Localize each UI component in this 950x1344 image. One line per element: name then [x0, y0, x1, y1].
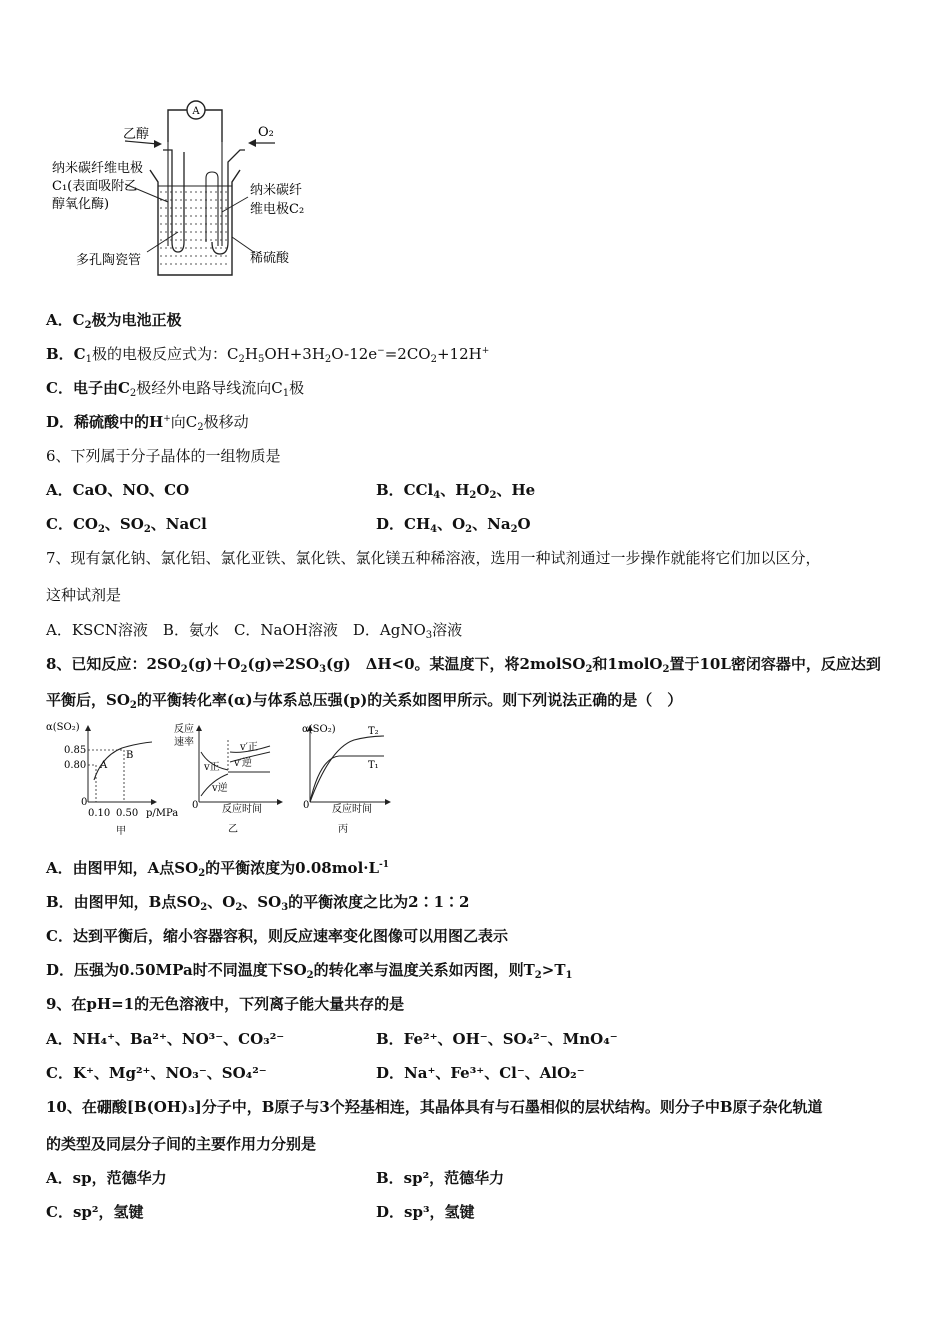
q10-stem-line1: 10、在硼酸[B(OH)₃]分子中，B原子与3个羟基相连，其晶体具有与石墨相似的层状结构。则分子中B原子杂化轨道 [46, 1098, 823, 1116]
svg-text:0.50: 0.50 [116, 808, 139, 819]
svg-text:A: A [192, 106, 200, 117]
q8-stem-line1: 8、已知反应：$2SO_2(g)+O_2(g)\rightleftharpoons 2SO_3(g)$ ΔH<0。某温度下，将2molSO$_2$和1molO$_2$置于10L密闭容器中，反应达到 [46, 655, 881, 675]
fuel-cell-diagram [50, 92, 320, 280]
svg-text:α(SO₂): α(SO₂) [302, 724, 336, 735]
svg-text:纳米碳纤维电极: 纳米碳纤维电极 [52, 161, 144, 176]
q5-option-a: A．$C_2$极为电池正极 [46, 311, 182, 331]
svg-text:反应时间: 反应时间 [222, 804, 262, 815]
q6-stem: 6、下列属于分子晶体的一组物质是 [46, 447, 281, 465]
q10-option-d: D．sp³，氢键 [376, 1203, 475, 1221]
svg-text:丙: 丙 [338, 824, 348, 835]
svg-text:醇氧化酶): 醇氧化酶) [52, 197, 110, 212]
q10-option-a: A．sp，范德华力 [46, 1169, 167, 1187]
svg-text:B: B [126, 750, 134, 761]
q5-option-b: B．$C_1$极的电极反应式为：$C_2H_5OH+3H_2O-12e^-=2CO_2+12H^+$ [46, 345, 490, 365]
svg-text:0: 0 [81, 797, 88, 808]
svg-text:多孔陶瓷管: 多孔陶瓷管 [76, 253, 142, 268]
svg-text:速率: 速率 [174, 737, 194, 748]
svg-text:反应: 反应 [174, 724, 194, 735]
q7-options: A．KSCN溶液 B．氨水 C．NaOH溶液 D．AgNO$_3$溶液 [46, 621, 463, 641]
q6-option-c: C．$CO_2$、$SO_2$、NaCl [46, 515, 207, 535]
svg-text:乙: 乙 [228, 824, 238, 835]
svg-text:T₂: T₂ [368, 726, 379, 737]
q10-stem-line2: 的类型及同层分子间的主要作用力分别是 [46, 1135, 317, 1153]
svg-text:纳米碳纤: 纳米碳纤 [250, 183, 303, 198]
q5-option-d: D．稀硫酸中的H+向$C_2$极移动 [46, 413, 249, 433]
svg-text:A: A [100, 760, 108, 771]
svg-text:0: 0 [303, 800, 310, 811]
q8-option-a: A．由图甲知，A点$SO_2$的平衡浓度为$0.08mol\cdot L^{-1}$ [46, 859, 390, 879]
svg-text:维电极C₂: 维电极C₂ [250, 202, 305, 217]
q8-option-d: D．压强为0.50MPa时不同温度下$SO_2$的转化率与温度关系如丙图，则$T_2>T_1$ [46, 961, 573, 981]
q8-stem-line2: 平衡后，$SO_2$的平衡转化率(α)与体系总压强(p)的关系如图甲所示。则下列说法正确的是（ ） [46, 691, 683, 711]
q7-stem-line1: 7、现有氯化钠、氯化铝、氯化亚铁、氯化铁、氯化镁五种稀溶液，选用一种试剂通过一步操作就能将它们加以区分， [46, 549, 821, 567]
q9-option-d: D．Na⁺、Fe³⁺、Cl⁻、AlO₂⁻ [376, 1064, 585, 1082]
q6-option-d: D．$CH_4$、$O_2$、$Na_2O$ [376, 515, 531, 535]
graph-bing [302, 724, 390, 835]
q6-option-b: B．CCl$_4$、$H_2O_2$、He [376, 481, 536, 501]
graph-jia [46, 722, 178, 837]
svg-text:0.85: 0.85 [64, 745, 87, 756]
q5-option-c: C．电子由$C_2$极经外电路导线流向$C_1$极 [46, 379, 305, 399]
svg-text:v正: v正 [204, 762, 220, 773]
svg-text:C₁(表面吸附乙: C₁(表面吸附乙 [52, 179, 138, 194]
svg-text:α(SO₂): α(SO₂) [46, 722, 80, 733]
q7-stem-line2: 这种试剂是 [46, 586, 122, 604]
svg-text:v′正: v′正 [240, 742, 258, 753]
svg-text:T₁: T₁ [368, 760, 379, 771]
q10-option-c: C．sp²，氢键 [46, 1203, 144, 1221]
q9-option-c: C．K⁺、Mg²⁺、NO₃⁻、SO₄²⁻ [46, 1064, 267, 1082]
svg-text:0: 0 [192, 800, 199, 811]
svg-text:0.10: 0.10 [88, 808, 111, 819]
svg-text:甲: 甲 [116, 826, 126, 837]
svg-text:反应时间: 反应时间 [332, 804, 372, 815]
svg-text:0.80: 0.80 [64, 760, 87, 771]
graph-yi [174, 722, 282, 835]
q9-option-b: B．Fe²⁺、OH⁻、SO₄²⁻、MnO₄⁻ [376, 1030, 618, 1048]
q8-option-c: C．达到平衡后，缩小容器容积，则反应速率变化图像可以用图乙表示 [46, 927, 508, 945]
graphs-jia-yi-bing [44, 718, 394, 843]
svg-text:v逆: v逆 [212, 783, 228, 794]
q9-option-a: A．NH₄⁺、Ba²⁺、NO³⁻、CO₃²⁻ [46, 1030, 285, 1048]
svg-text:稀硫酸: 稀硫酸 [250, 251, 290, 266]
q10-option-b: B．sp²，范德华力 [376, 1169, 505, 1187]
svg-text:p/MPa: p/MPa [146, 808, 179, 819]
svg-text:乙醇: 乙醇 [123, 127, 150, 142]
q8-option-b: B．由图甲知，B点$SO_2$、$O_2$、$SO_3$的平衡浓度之比为2∶1∶2 [46, 893, 470, 913]
q6-option-a: A．CaO、NO、CO [46, 481, 190, 499]
svg-text:v′逆: v′逆 [234, 758, 252, 769]
q9-stem: 9、在pH=1的无色溶液中，下列离子能大量共存的是 [46, 995, 405, 1013]
svg-text:O₂: O₂ [258, 125, 274, 140]
